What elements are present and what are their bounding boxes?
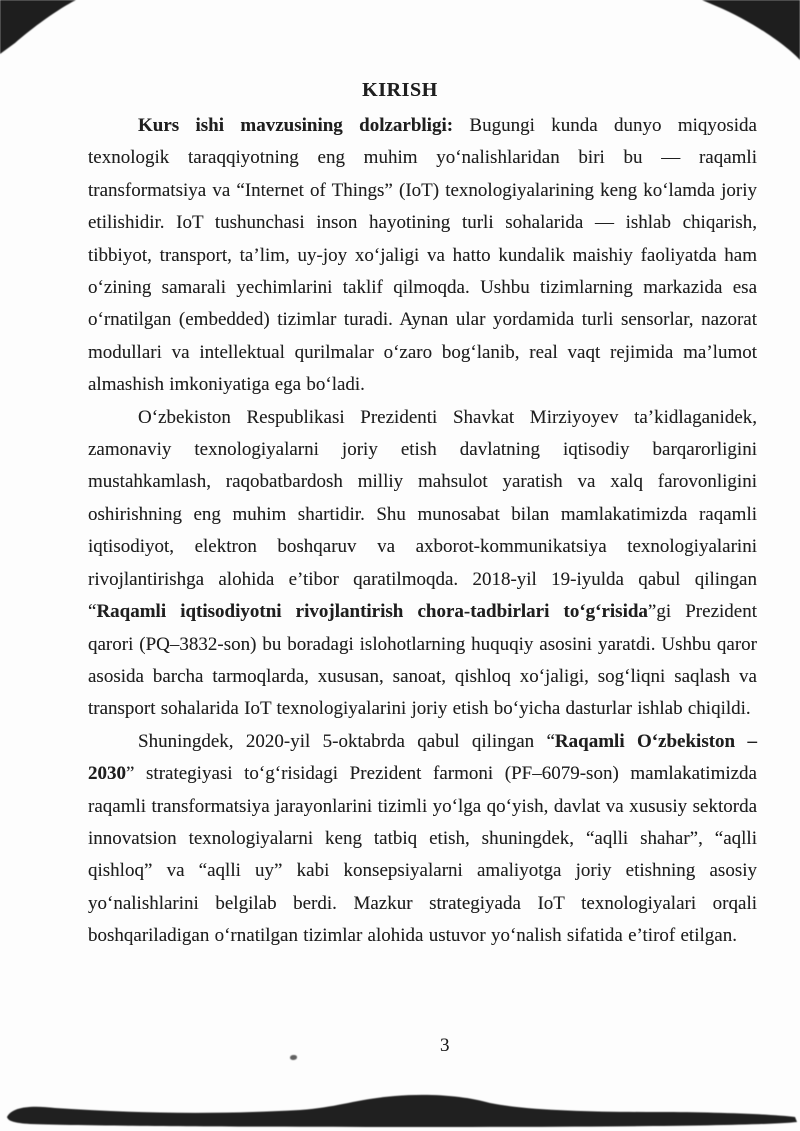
scan-edge-bottom-icon [7, 1095, 797, 1127]
paragraph [88, 402, 757, 726]
document-body [88, 110, 757, 953]
text-run: Shuningdek, 2020-yil 5-oktabrda qabul qilingan “ [138, 730, 555, 752]
ink-speck [290, 1055, 297, 1060]
text-run: ” strategiyasi to‘g‘risidagi Prezident farmoni (PF–6079-son) mamlakatimizda raqamli transformatsiya jarayonlarini tizimli yo‘lga qo‘yish, davlat va xususiy sektorda innovatsion texnologiyalarni keng tatbiq etish, shuningdek, “aqlli shahar”, “aqlli qishloq” va “aqlli uy” kabi konsepsiyalarni amaliyotga joriy etishning asosiy yo‘nalishlarini belgilab berdi. Mazkur strategiyada IoT texnologiyalari orqali boshqariladigan o‘rnatilgan tizimlar alohida ustuvor yo‘nalish sifatida e’tirof etilgan. [88, 763, 757, 947]
text-run: Bugungi kunda dunyo miqyosida texnologik taraqqiyotning eng muhim yo‘nalishlaridan biri bu — raqamli transformatsiya va “Internet of Things” (IoT) texnologiyalarining keng ko‘lamda joriy etilishidir. IoT tushunchasi inson hayotining turli sohalarida — ishlab chiqarish, tibbiyot, transport, ta’lim, uy-joy xo‘jaligi va hatto kundalik maishiy faoliyatda ham o‘zining samarali yechimlarini taklif qilmoqda. Ushbu tizimlarning markazida esa o‘rnatilgan (embedded) tizimlar turadi. Aynan ular yordamida turli sensorlar, nazorat modullari va intellektual qurilmalar o‘zaro bog‘lanib, real vaqt rejimida ma’lumot almashish imkoniyatiga ega bo‘ladi. [88, 115, 757, 396]
paragraph [88, 726, 757, 953]
page-number: 3 [440, 1035, 450, 1056]
bold-text-run: Kurs ishi mavzusining dolzarbligi: [138, 115, 454, 136]
section-heading: KIRISH [362, 79, 438, 101]
bold-text-run: Raqamli O‘zbekiston – 2030 [88, 730, 757, 785]
paragraph [88, 110, 757, 402]
bold-text-run: Raqamli iqtisodiyotni rivojlantirish chora-tadbirlari to‘g‘risida [96, 601, 648, 623]
text-run: O‘zbekiston Respublikasi Prezidenti Shavkat Mirziyoyev ta’kidlaganidek, zamonaviy texnologiyalarni joriy etish davlatning iqtisodiy barqarorligini mustahkamlash, raqobatbardosh milliy mahsulot yaratish va xalq farovonligini oshirishning eng muhim shartidir. Shu munosabat bilan mamlakatimizda raqamli iqtisodiyot, elektron boshqaruv va axborot-kommunikatsiya texnologiyalarini rivojlantirishga alohida e’tibor qaratilmoqda. 2018-yil 19-iyulda qabul qilingan “ [88, 406, 757, 623]
text-run: ”gi Prezident qarori (PQ–3832-son) bu boradagi islohotlarning huquqiy asosini yaratdi. Ushbu qaror asosida barcha tarmoqlarda, xususan, sanoat, qishloq xo‘jaligi, sog‘liqni saqlash va transport sohalarida IoT texnologiyalarini joriy etish bo‘yicha dasturlar ishlab chiqildi. [88, 601, 757, 720]
